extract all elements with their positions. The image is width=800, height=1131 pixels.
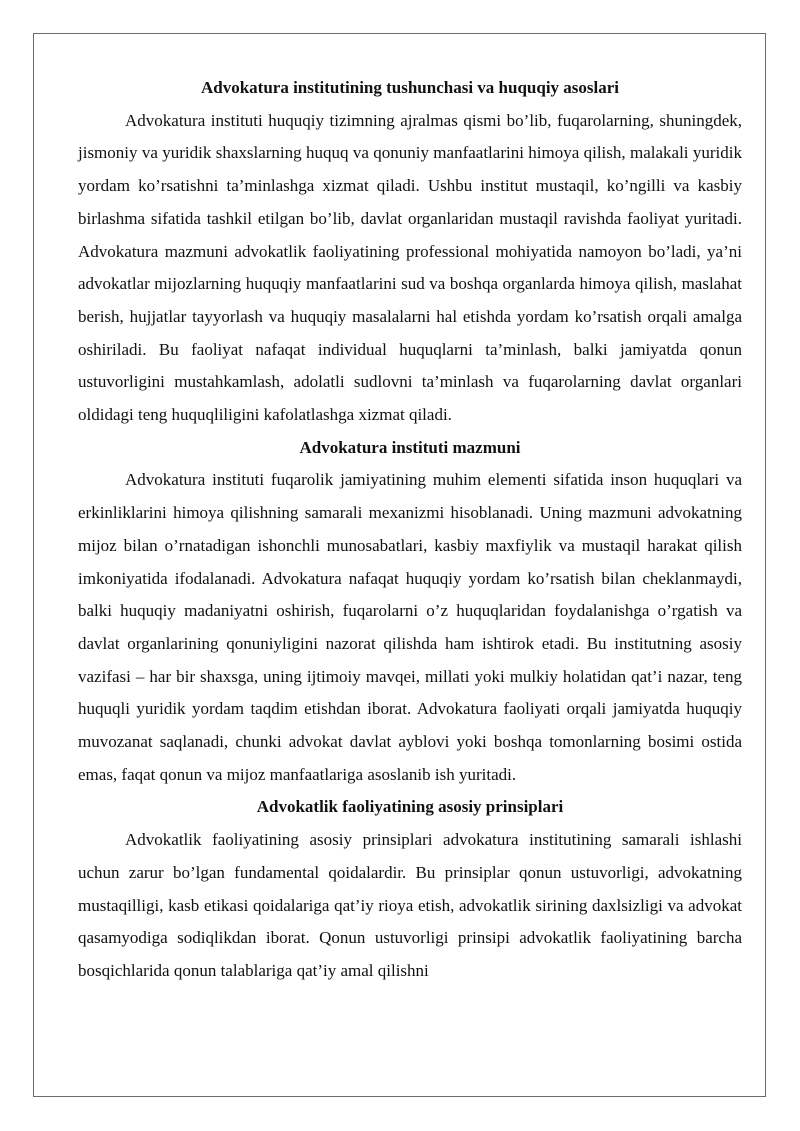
section-paragraph-3: Advokatlik faoliyatining asosiy prinsiplari advokatura institutining samarali ishlashi uchun zarur bo’lgan fundamental qoidalardir. Bu prinsiplar qonun ustuvorligi, advokatning mustaqilligi, kasb etikasi qoidalariga qat’iy rioya etish, advokatlik sirining daxlsizligi va advokat qasamyodiga sodiqlikdan iborat. Qonun ustuvorligi prinsipi advokatlik faoliyatining barcha bosqichlarida qonun talablariga qat’iy amal qilishni xyxy=(78,830,742,980)
section-paragraph-1: Advokatura instituti huquqiy tizimning ajralmas qismi bo’lib, fuqarolarning, shuningdek, jismoniy va yuridik shaxslarning huquq va qonuniy manfaatlarini himoya qilish, malakali yuridik yordam ko’rsatishni ta’minlashga xizmat qiladi. Ushbu institut mustaqil, ko’ngilli va kasbiy birlashma sifatida tashkil etilgan bo’lib, davlat organlaridan mustaqil ravishda faoliyat yuritadi. Advokatura mazmuni advokatlik faoliyatining professional mohiyatida namoyon bo’ladi, ya’ni advokatlar mijozlarning huquqiy manfaatlarini sud va boshqa organlarda himoya qilish, maslahat berish, hujjatlar tayyorlash va huquqiy masalalarni hal etishda yordam ko’rsatish orqali amalga oshiriladi. Bu faoliyat nafaqat individual huquqlarni ta’minlash, balki jamiyatda qonun ustuvorligini mustahkamlash, adolatli sudlovni ta’minlash va fuqarolarning davlat organlari oldidagi teng huquqliligini kafolatlashga xizmat qiladi. xyxy=(78,110,742,425)
document-body xyxy=(78,72,742,988)
section-heading-1: Advokatura institutining tushunchasi va huquqiy asoslari xyxy=(200,78,620,97)
section-paragraph-2: Advokatura instituti fuqarolik jamiyatining muhim elementi sifatida inson huquqlari va erkinliklarini himoya qilishning samarali mexanizmi hisoblanadi. Uning mazmuni advokatning mijoz bilan o’rnatadigan ishonchli munosabatlari, kasbiy maxfiylik va mustaqil harakat qilish imkoniyatida ifodalanadi. Advokatura nafaqat huquqiy yordam ko’rsatish bilan cheklanmaydi, balki huquqiy madaniyatni oshirish, fuqarolarni o’z huquqlaridan foydalanishga o’rgatish va davlat organlarining qonuniyligini nazorat qilishda ham ishtirok etadi. Bu institutning asosiy vazifasi – har bir shaxsga, uning ijtimoiy mavqei, millati yoki mulkiy holatidan qat’i nazar, teng huquqli yuridik yordam taqdim etishdan iborat. Advokatura faoliyati orqali jamiyatda huquqiy muvozanat saqlanadi, chunki advokat davlat ayblovi yoki boshqa tomonlarning bosimi ostida emas, faqat qonun va mijoz manfaatlariga asoslanib ish yuritadi. xyxy=(78,470,742,784)
section-heading-2: Advokatura instituti mazmuni xyxy=(299,437,521,457)
section-heading-3: Advokatlik faoliyatining asosiy prinsiplari xyxy=(256,797,564,817)
